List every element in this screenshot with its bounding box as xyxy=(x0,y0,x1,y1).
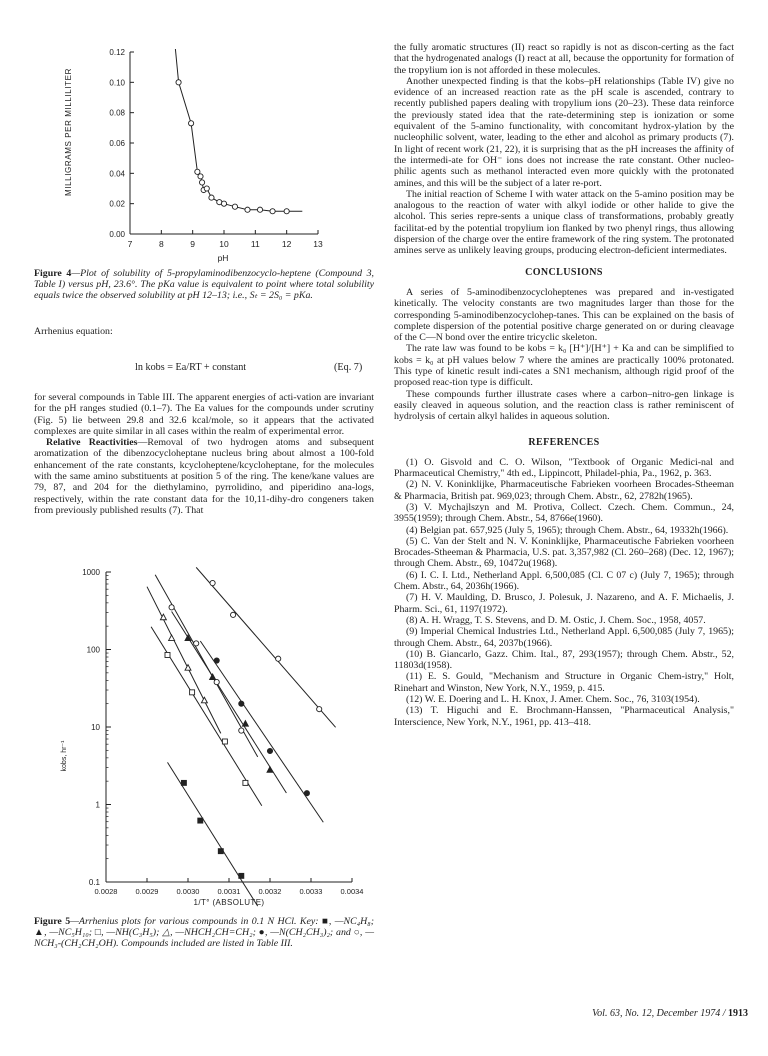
figure-4-x-tick-label: 13 xyxy=(313,239,323,249)
left-text-body xyxy=(34,392,374,516)
reference-4: (4) Belgian pat. 657,925 (July 5, 1965); through Chem. Abstr., 64, 19332h(1966). xyxy=(406,524,729,536)
figure-4-y-tick-label: 0.04 xyxy=(109,169,125,179)
figure-5-y-axis-label: kobs, hr⁻¹ xyxy=(61,740,68,772)
figure-5-y-tick-label: 1 xyxy=(95,800,100,810)
figure-4-y-axis-label: MILLIGRAMS PER MILLILITER xyxy=(64,68,73,196)
figure-4-y-tick-label: 0.08 xyxy=(109,108,125,118)
reference-3: (3) V. Mychajlszyn and M. Protiva, Collect. Czech. Chem. Commun., 24, 3955(1959); through Chem. Abstr., 54, 8766e(1960). xyxy=(394,501,734,525)
figure-5-y-tick-label: 1000 xyxy=(82,568,100,577)
figure-5-data-point xyxy=(194,641,199,646)
figure-5-data-point xyxy=(198,818,203,823)
reference-9: (9) Imperial Chemical Industries Ltd., Netherland Appl. 6,500,085 (July 7, 1965); through Chem. Abstr., 64, 2037b(1966). xyxy=(394,626,734,649)
figure-5-caption-text: —Arrhenius plots for various compounds in 0.1 N HCl. Key: ■, —NC₄H₈; ▲, —NC₅H₁₀; □, —NH(C₃H₅); △, —NHCH₂CH=CH₂; ●, —N(CH₂CH₃)₂; and ○, —NCH₃-(CH₂CH₂OH). Compounds included are listed in Table III. xyxy=(34,916,375,949)
figure-5-x-axis-label: 1/T° (ABSOLUTE) xyxy=(193,898,265,907)
figure-5-data-point xyxy=(222,739,227,744)
figure-5-data-point xyxy=(231,612,236,617)
figure-5-data-point xyxy=(239,873,244,878)
figure-5-data-point xyxy=(276,656,281,661)
left-text-arrhenius xyxy=(34,326,374,337)
reference-2: (2) N. V. Koninklijke, Pharmaceutische Fabrieken voorheen Brocades-Stheeman & Pharmacia, British pat. 969,023; through Chem. Abstr., 62, 2782h(1965). xyxy=(394,479,734,502)
figure-5-x-tick-label: 0.0028 xyxy=(94,887,118,896)
figure-4-y-tick-label: 0.02 xyxy=(109,199,125,209)
figure-5-fit-line xyxy=(147,587,221,734)
figure-5-data-point xyxy=(267,748,272,753)
reference-8: (8) A. H. Wragg, T. S. Stevens, and D. M. Ostic, J. Chem. Soc., 1958, 4057. xyxy=(406,614,706,626)
figure-4-caption-text: —Plot of solubility of 5-propylaminodibenzocyclo-heptene (Compound 3, Table I) versus pH, 23.6°. The pKa value is equivalent to point where total solubility equals twice the observed solubility at pH 12–13; i.e., Sₜ = 2S₀ = pKa. xyxy=(34,268,375,301)
figure-5-data-point xyxy=(210,674,216,680)
reference-11: (11) E. S. Gould, "Mechanism and Structure in Organic Chem-istry," Holt, Rinehart and Winston, New York, N.Y., 1959, p. 415. xyxy=(394,671,734,694)
figure-5-fit-line xyxy=(196,567,335,727)
relative-reactivities-heading: Relative Reactivities xyxy=(46,437,138,449)
figure-5-x-tick-label: 0.0030 xyxy=(176,887,200,896)
figure-5-caption xyxy=(34,916,374,949)
figure-5-data-point xyxy=(243,780,248,785)
figure-5-y-tick-label: 0.1 xyxy=(88,878,100,887)
figure-5-data-point xyxy=(169,605,174,610)
conclusions-heading: CONCLUSIONS xyxy=(525,266,603,278)
conclusions-paragraph-3: These compounds further illustrate cases where a carbon–nitro-gen linkage is easily cleaved in aqueous solution, and the reaction class is rather reminiscent of hydrolysis of certain alkyl halides in aqueous solution. xyxy=(394,388,734,423)
equation-text: ln kobs = Ea/RT + constant xyxy=(135,362,247,373)
figure-5-data-point xyxy=(185,665,191,671)
reference-6: (6) I. C. I. Ltd., Netherland Appl. 6,500,085 (Cl. C 07 c) (July 7, 1965); through Chem. Abstr., 64, 2036h(1966). xyxy=(394,569,734,593)
figure-4-chart xyxy=(60,40,340,265)
figure-4-x-tick-label: 8 xyxy=(158,239,164,249)
reference-5: (5) C. Van der Stelt and N. V. Koninklijke, Pharmaceutische Fabrieken voorheen Brocades-Stheeman & Pharmacia, U.S. pat. 3,357,982 (Cl. 260–268) (Dec. 12, 1967); through Chem. Abstr., 69, 10472u(1968). xyxy=(394,535,734,570)
page-footer xyxy=(592,1008,748,1019)
references-list xyxy=(394,457,734,728)
figure-4-y-tick-label: 0.10 xyxy=(109,78,125,88)
figure-4-x-tick-label: 12 xyxy=(281,239,292,249)
right-paragraph-2: Another unexpected finding is that the kobs–pH relationships (Table IV) give no evidence of an increased reaction rate as the pH scale is ascended, contrary to recently published papers dealing with tropylium ions (20–23). These data reinforce the previously stated idea that the rate-determining step is ionization or some equivalent of the 5-amino functionality, with concomitant hydrox-ylation by the nucleophilic solvent, water, leading to the ether and alcohol as primary products (7). In light of recent work (21, 22), it is surprising that as the pH increases the affinity of the intermedi-ate for OH⁻ ions does not increase the rate constant. Other nucleo-philic agents such as methanol interacted even more quickly with the protonated amines, and this will be the subject of a later re-port. xyxy=(394,75,734,189)
figure-5-data-point xyxy=(169,635,175,641)
figure-4-data-point xyxy=(209,195,214,200)
figure-5-x-tick-label: 0.0033 xyxy=(299,887,323,896)
figure-5-data-point xyxy=(181,780,186,785)
figure-5-data-point xyxy=(317,707,322,712)
figure-5-chart xyxy=(36,560,366,910)
reference-10: (10) B. Giancarlo, Gazz. Chim. Ital., 87, 293(1957); through Chem. Abstr., 52, 11803d(1958). xyxy=(394,648,734,672)
figure-4-data-point xyxy=(221,201,226,206)
figure-4-data-point xyxy=(284,209,289,214)
right-column xyxy=(394,42,734,728)
equation-7 xyxy=(135,362,246,373)
conclusions-paragraph-2: The rate law was found to be kobs = k₀ [H⁺]/[H⁺] + Ka and can be simplified to kobs = k₀ at pH values below 7 where the amines are practically 100% protonated. This type of kinetic result indi-cates a SN1 mechanism, although rigid proof of the proposed reac-tion type is difficult. xyxy=(394,343,734,389)
figure-5-data-point xyxy=(242,721,248,727)
figure-4-y-tick-label: 0.00 xyxy=(109,230,125,239)
conclusions-paragraph-1: A series of 5-aminodibenzocycloheptenes was prepared and in-vestigated kinetically. The velocity constants are two magnitudes larger than those for the corresponding 5-aminodibenzocyclohep-tanes. This can be explained on the basis of complete dispersion of the potential positive charge generated on or during cleavage of the C—N bond over the entire tricyclic skeleton. xyxy=(394,286,734,344)
figure-4-x-tick-label: 9 xyxy=(190,239,196,249)
figure-4-x-tick-label: 11 xyxy=(250,239,260,249)
right-paragraph-3: The initial reaction of Scheme I with water attack on the 5-amino position may be analogous to the reaction of water with alkyl iodide or other halide to give the alcohol. This series repre-sents a unique class of transformations, probably greatly facilitat-ed by the potential tropylium ion flanked by two phenyl rings, thus allowing dispersion of the charge over the entire framework of the ring system. The protonated amines serve as unlikely leaving groups, producing electron-deficient intermediates. xyxy=(394,188,734,257)
figure-4-x-tick-label: 10 xyxy=(219,239,229,249)
figure-4-caption-label: Figure 4 xyxy=(34,268,72,279)
figure-4-data-point xyxy=(189,121,194,126)
figure-5-data-point xyxy=(214,658,219,663)
figure-4-x-tick-label: 7 xyxy=(127,239,133,249)
figure-5-y-tick-label: 100 xyxy=(86,645,100,655)
figure-5-data-point xyxy=(218,849,223,854)
left-paragraph-2 xyxy=(34,437,374,516)
footer-journal: Vol. 63, No. 12, December 1974 / xyxy=(592,1008,728,1019)
figure-4-data-point xyxy=(204,186,209,191)
figure-4-data-point xyxy=(198,174,203,179)
reference-1: (1) O. Gisvold and C. O. Wilson, "Textbook of Organic Medici-nal and Pharmaceutical Chemistry," 4th ed., Lippincott, Philadel-phia, Pa., 1962, p. 363. xyxy=(394,456,734,480)
references-heading: REFERENCES xyxy=(528,436,600,448)
figure-4-caption xyxy=(34,268,374,301)
figure-5-x-tick-label: 0.0034 xyxy=(340,887,364,896)
left-paragraph-1: for several compounds in Table III. The apparent energies of acti-vation are invariant for the pH ranges studied (0.1–7). The Ea values for the compounds under scrutiny (Fig. 5) lie between 29.8 and 32.6 kcal/mole, so it appears that the activated complexes are quite similar in all cases within the realm of experimental error. xyxy=(34,392,374,437)
relative-reactivities-text: —Removal of two hydrogen atoms and subsequent aromatization of the dibenzocycloheptane nucleus bring about almost a 100-fold enhancement of the rate constants, kcycloheptene/kcycloheptane, for the molecules with the same amino substituents at position 5 of the ring. The kene/kane values are 79, 87, and 204 for the diethylamino, pyrrolidino, and piperidino ana-logs, respectively, within the rate constant data for the 10,11-dihy-dro congeners taken from previously published results (7). That xyxy=(34,437,375,516)
figure-5-data-point xyxy=(190,690,195,695)
reference-7: (7) H. V. Maulding, D. Brusco, J. Polesuk, J. Nazareno, and A. F. Michaelis, J. Pharm. Sci., 61, 1197(1972). xyxy=(394,592,734,615)
figure-5-data-point xyxy=(304,791,309,796)
footer-page-number: 1913 xyxy=(728,1008,748,1019)
figure-4-y-tick-label: 0.06 xyxy=(109,139,125,148)
figure-5-x-tick-label: 0.0031 xyxy=(217,887,241,896)
figure-5-x-tick-label: 0.0032 xyxy=(258,887,282,896)
figure-5-data-point xyxy=(239,728,244,733)
figure-5-caption-label: Figure 5 xyxy=(34,916,71,927)
figure-4-y-tick-label: 0.12 xyxy=(109,48,125,57)
figure-5-y-tick-label: 10 xyxy=(91,723,100,732)
figure-4-fit-curve xyxy=(175,49,302,211)
equation-number: (Eq. 7) xyxy=(334,362,363,373)
arrhenius-intro: Arrhenius equation: xyxy=(34,326,113,337)
figure-5-data-point xyxy=(165,652,170,657)
reference-12: (12) W. E. Doering and L. H. Knox, J. Amer. Chem. Soc., 76, 3103(1954). xyxy=(406,694,700,706)
reference-13: (13) T. Higuchi and E. Brochmann-Hanssen, "Pharmaceutical Analysis," Interscience, New York, N.Y., 1961, pp. 413–418. xyxy=(394,705,734,728)
figure-5-data-point xyxy=(214,679,219,684)
figure-4-data-point xyxy=(176,80,181,85)
figure-5-data-point xyxy=(201,697,207,703)
right-paragraph-1: the fully aromatic structures (II) react so rapidly is not as discon-certing as the fact that the hydrogenated analogs (I) react at all, because the opportunity for formation of the tropylium ion is not afforded in these molecules. xyxy=(394,42,734,76)
figure-4-data-point xyxy=(257,207,262,212)
figure-4-x-axis-label: pH xyxy=(217,253,229,263)
figure-5-data-point xyxy=(239,701,244,706)
figure-4-data-point xyxy=(232,204,237,209)
figure-4-data-point xyxy=(245,207,250,212)
figure-4-data-point xyxy=(270,209,275,214)
figure-5-data-point xyxy=(210,580,215,585)
figure-4-data-point xyxy=(199,180,204,185)
figure-5-x-tick-label: 0.0029 xyxy=(135,887,159,896)
